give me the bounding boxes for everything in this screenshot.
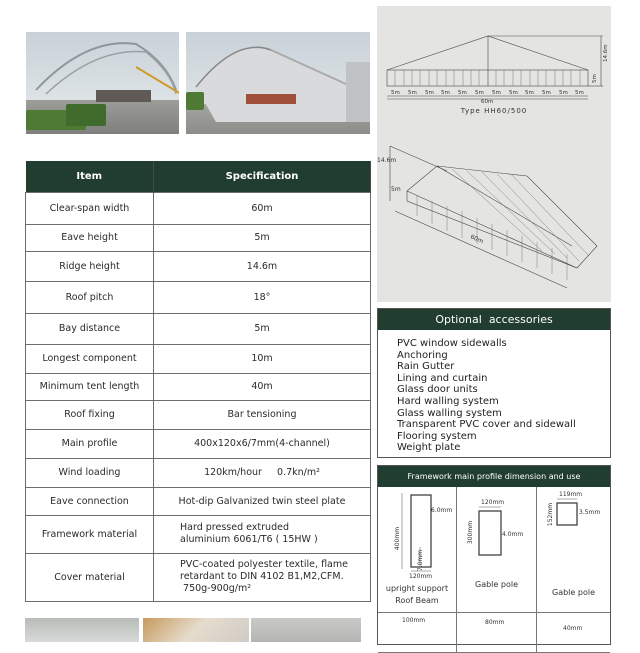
table-row — [26, 429, 371, 458]
row-value: 60m — [154, 192, 371, 224]
row-value: 10m — [154, 344, 371, 373]
table-row — [26, 515, 371, 553]
table-row — [26, 400, 371, 429]
svg-text:5m: 5m — [592, 74, 598, 83]
svg-text:5m: 5m — [575, 90, 584, 96]
row-item: Ridge height — [26, 251, 154, 281]
value-line: aluminium 6061/T6 ( 15HW ) — [180, 534, 318, 545]
profile-cell — [457, 487, 537, 613]
dim-height: 152mm — [547, 502, 555, 527]
svg-text:14.6m: 14.6m — [377, 157, 397, 164]
list-item: Weight plate — [397, 442, 461, 454]
row-item: Main profile — [26, 429, 154, 458]
row-value: 5m — [154, 224, 371, 251]
list-item: Glass door units — [397, 384, 478, 396]
dim-wall: 4.0mm — [502, 531, 524, 538]
row-value: Hot-dip Galvanized twin steel plate — [154, 487, 371, 515]
label-line: Roof Beam — [395, 596, 439, 605]
table-row — [26, 313, 371, 344]
table-row — [26, 344, 371, 373]
table-row — [26, 458, 371, 487]
table-row — [26, 487, 371, 515]
list-item: Flooring system — [397, 430, 477, 442]
svg-text:5m: 5m — [391, 186, 401, 193]
profile-cell-partial — [378, 613, 457, 653]
dim-wall: 6.0mm — [431, 507, 453, 514]
svg-text:5m: 5m — [492, 90, 501, 96]
dim-width: 120mm — [409, 573, 433, 580]
dim-width: 100mm — [402, 617, 426, 624]
profile-cell — [537, 487, 610, 613]
row-item: Bay distance — [26, 313, 154, 344]
photo-fabric — [143, 618, 249, 642]
label-line: Gable pole — [475, 580, 518, 589]
svg-text:5m: 5m — [391, 90, 400, 96]
dim-height: 400mm — [394, 526, 402, 551]
photo-completed-tent — [186, 32, 370, 134]
header-item: Item — [26, 161, 154, 192]
profile-152x119-icon — [537, 487, 613, 577]
tent-elevation-diagram — [377, 6, 611, 302]
value-line: Hard pressed extruded — [180, 522, 289, 533]
row-item: Eave connection — [26, 487, 154, 515]
svg-text:5m: 5m — [559, 90, 568, 96]
row-item: Clear-span width — [26, 192, 154, 224]
list-item: Lining and curtain — [397, 372, 488, 384]
label-line: Gable pole — [552, 588, 595, 597]
svg-text:5m: 5m — [408, 90, 417, 96]
svg-text:14.6m: 14.6m — [603, 44, 609, 62]
framework-title: Framework main profile dimension and use — [378, 466, 610, 487]
profile-label — [457, 579, 536, 591]
svg-text:5m: 5m — [542, 90, 551, 96]
label-line: upright support — [385, 584, 449, 593]
accessories-title: Optional accessories — [378, 309, 610, 330]
list-item: PVC window sidewalls — [397, 338, 507, 349]
svg-text:5m: 5m — [441, 90, 450, 96]
profile-label — [537, 587, 610, 599]
specification-table — [25, 161, 371, 602]
list-item: Transparent PVC cover and sidewall — [397, 419, 576, 431]
tent-diagram-panel — [377, 6, 611, 302]
row-value: 40m — [154, 373, 371, 400]
table-header-row — [26, 161, 371, 192]
dim-width: 120mm — [481, 499, 505, 506]
svg-text:5m: 5m — [475, 90, 484, 96]
dim-wall: 3.5mm — [579, 509, 601, 516]
row-item: Minimum tent length — [26, 373, 154, 400]
svg-text:60m: 60m — [469, 233, 485, 246]
row-item: Eave height — [26, 224, 154, 251]
table-row — [26, 553, 371, 601]
table-row — [26, 251, 371, 281]
row-value — [154, 515, 371, 553]
optional-accessories-box — [377, 308, 611, 458]
row-item: Longest component — [26, 344, 154, 373]
list-item: Glass walling system — [397, 407, 502, 419]
value-line: retardant to DIN 4102 B1,M2,CFM. — [180, 571, 344, 582]
profile-cell-partial — [457, 613, 537, 653]
table-row — [26, 224, 371, 251]
svg-text:5m: 5m — [525, 90, 534, 96]
row-item: Framework material — [26, 515, 154, 553]
profile-label — [378, 583, 456, 607]
svg-text:5m: 5m — [509, 90, 518, 96]
value-line: 750g-900g/m² — [180, 583, 252, 594]
list-item: Hard walling system — [397, 395, 499, 407]
row-value: 120km/hour 0.7kn/m² — [154, 458, 371, 487]
row-item: Roof pitch — [26, 281, 154, 313]
table-row — [26, 281, 371, 313]
header-specification: Specification — [154, 161, 371, 192]
dim-width: 80mm — [485, 619, 505, 626]
tent-structure-graphic — [186, 32, 370, 134]
diagram-caption: Type HH60/500 — [460, 107, 528, 115]
list-item: Rain Gutter — [397, 361, 455, 373]
dim-width: 40mm — [563, 625, 583, 632]
svg-text:5m: 5m — [458, 90, 467, 96]
row-value: 18° — [154, 281, 371, 313]
accessories-list — [378, 330, 610, 454]
dim-inner: 7.0mm — [417, 549, 425, 572]
dim-width: 119mm — [559, 491, 583, 498]
dim-height: 300mm — [467, 520, 475, 545]
row-item: Wind loading — [26, 458, 154, 487]
row-value: Bar tensioning — [154, 400, 371, 429]
photo-steel-bars — [251, 618, 361, 642]
table-row — [26, 373, 371, 400]
value-line: PVC-coated polyester textile, flame — [180, 559, 348, 570]
framework-grid — [378, 487, 610, 653]
row-value: 5m — [154, 313, 371, 344]
profile-cell — [378, 487, 457, 613]
row-value — [154, 553, 371, 601]
photo-sidewall — [25, 618, 139, 642]
svg-text:60m: 60m — [481, 99, 494, 105]
row-item: Cover material — [26, 553, 154, 601]
row-item: Roof fixing — [26, 400, 154, 429]
list-item: Anchoring — [397, 349, 448, 361]
profile-cell-partial — [537, 613, 610, 653]
framework-profile-box — [377, 465, 611, 645]
table-row — [26, 192, 371, 224]
row-value: 400x120x6/7mm(4-channel) — [154, 429, 371, 458]
svg-text:5m: 5m — [425, 90, 434, 96]
photo-frame-construction — [26, 32, 179, 134]
row-value: 14.6m — [154, 251, 371, 281]
